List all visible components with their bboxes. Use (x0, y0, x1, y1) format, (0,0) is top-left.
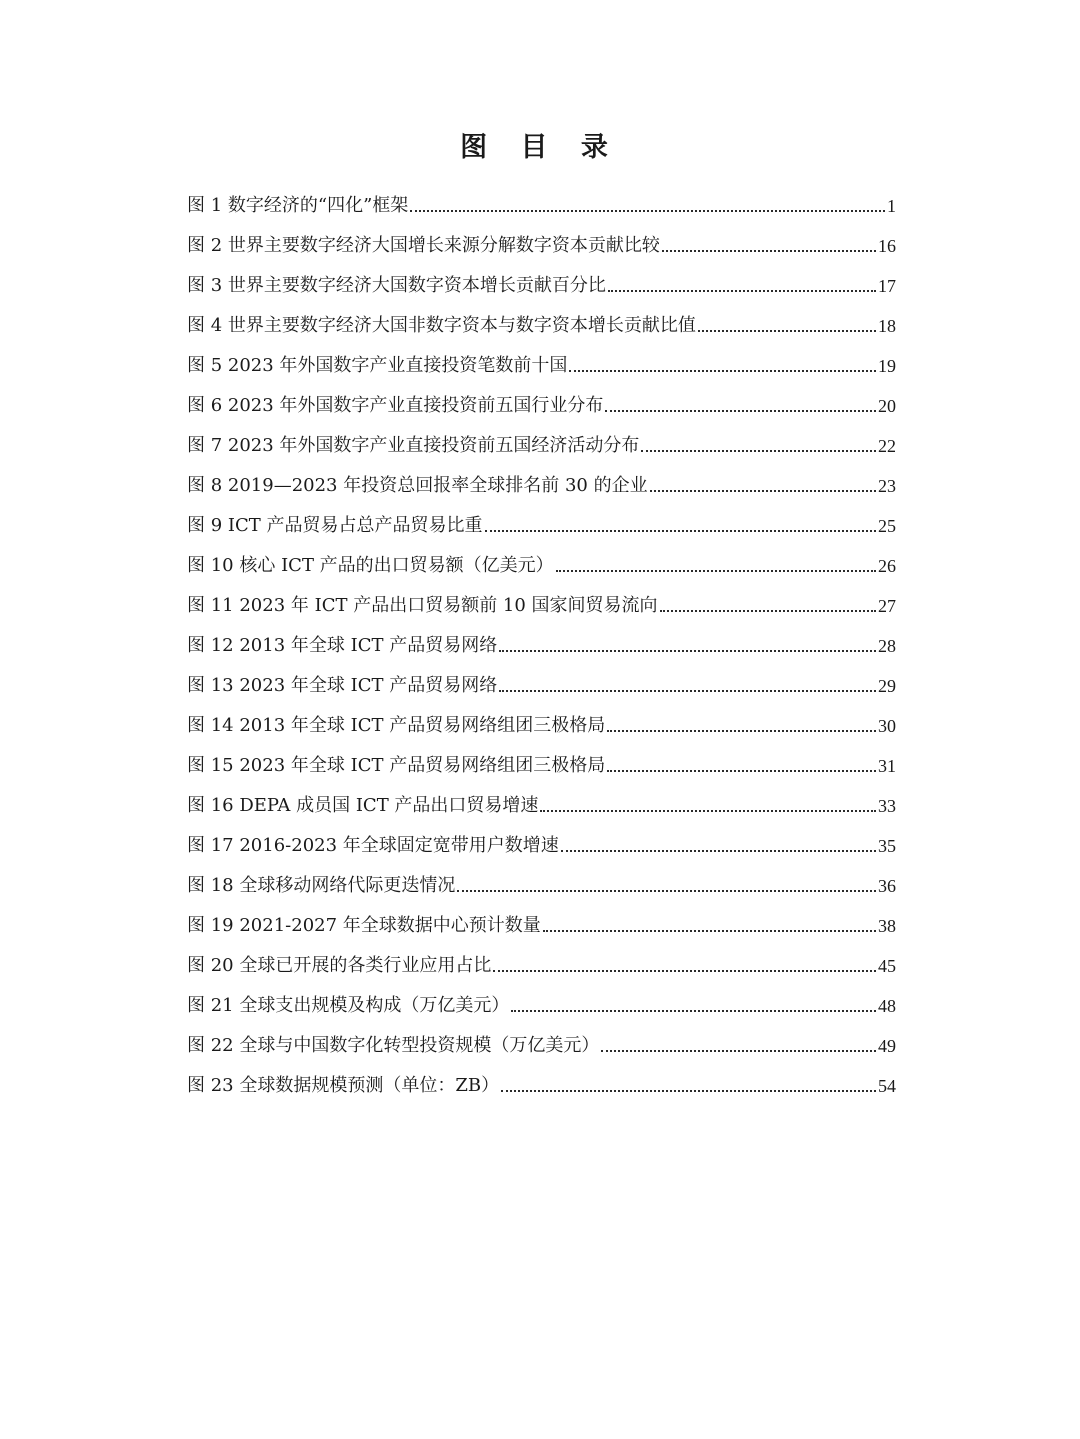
toc-entry[interactable] (187, 738, 896, 778)
entry-page-number: 35 (878, 836, 896, 856)
entry-page-number: 29 (878, 676, 896, 696)
dot-leader (601, 1050, 876, 1052)
dot-leader (556, 570, 876, 572)
entry-label: 图 4 世界主要数字经济大国非数字资本与数字资本增长贡献比值 (187, 315, 696, 336)
toc-entry[interactable] (187, 778, 896, 818)
toc-entry[interactable] (187, 298, 896, 338)
dot-leader (698, 330, 876, 332)
entry-label: 图 1 数字经济的“四化”框架 (187, 195, 409, 216)
toc-entry[interactable] (187, 858, 896, 898)
dot-leader (561, 850, 876, 852)
dot-leader (650, 490, 876, 492)
toc-entry[interactable] (187, 538, 896, 578)
entry-label: 图 19 2021-2027 年全球数据中心预计数量 (187, 915, 541, 936)
toc-entry[interactable] (187, 498, 896, 538)
entry-label: 图 18 全球移动网络代际更迭情况 (187, 875, 456, 896)
dot-leader (457, 890, 876, 892)
toc-entry[interactable] (187, 818, 896, 858)
toc-entry[interactable] (187, 658, 896, 698)
entry-label: 图 5 2023 年外国数字产业直接投资笔数前十国 (187, 355, 568, 376)
entry-label: 图 23 全球数据规模预测（单位：ZB） (187, 1075, 500, 1096)
entry-page-number: 49 (878, 1036, 896, 1056)
entry-label: 图 7 2023 年外国数字产业直接投资前五国经济活动分布 (187, 435, 640, 456)
dot-leader (608, 290, 876, 292)
toc-entry[interactable] (187, 698, 896, 738)
dot-leader (493, 970, 876, 972)
entry-label: 图 12 2013 年全球 ICT 产品贸易网络 (187, 635, 498, 656)
entry-page-number: 17 (878, 276, 896, 296)
toc-entry[interactable] (187, 1058, 896, 1098)
entry-label: 图 3 世界主要数字经济大国数字资本增长贡献百分比 (187, 275, 606, 296)
entry-page-number: 26 (878, 556, 896, 576)
toc-entry[interactable] (187, 458, 896, 498)
entry-label: 图 16 DEPA 成员国 ICT 产品出口贸易增速 (187, 795, 539, 816)
entry-label: 图 17 2016-2023 年全球固定宽带用户数增速 (187, 835, 559, 856)
dot-leader (540, 810, 876, 812)
toc-entry[interactable] (187, 978, 896, 1018)
toc-entry[interactable] (187, 898, 896, 938)
entry-label: 图 10 核心 ICT 产品的出口贸易额（亿美元） (187, 555, 554, 576)
entry-page-number: 36 (878, 876, 896, 896)
dot-leader (569, 370, 876, 372)
dot-leader (485, 530, 876, 532)
entry-label: 图 14 2013 年全球 ICT 产品贸易网络组团三极格局 (187, 715, 606, 736)
toc-entry[interactable] (187, 378, 896, 418)
entry-page-number: 20 (878, 396, 896, 416)
toc-entry[interactable] (187, 418, 896, 458)
dot-leader (660, 610, 876, 612)
entry-label: 图 13 2023 年全球 ICT 产品贸易网络 (187, 675, 498, 696)
dot-leader (662, 250, 876, 252)
entry-page-number: 54 (878, 1076, 896, 1096)
toc-entry[interactable] (187, 338, 896, 378)
dot-leader (511, 1010, 876, 1012)
toc-entry[interactable] (187, 218, 896, 258)
dot-leader (605, 410, 876, 412)
entry-page-number: 31 (878, 756, 896, 776)
entry-label: 图 11 2023 年 ICT 产品出口贸易额前 10 国家间贸易流向 (187, 595, 658, 616)
entry-label: 图 6 2023 年外国数字产业直接投资前五国行业分布 (187, 395, 604, 416)
dot-leader (607, 770, 876, 772)
entry-page-number: 19 (878, 356, 896, 376)
entry-page-number: 27 (878, 596, 896, 616)
entry-label: 图 20 全球已开展的各类行业应用占比 (187, 955, 492, 976)
dot-leader (501, 1090, 876, 1092)
entry-label: 图 8 2019—2023 年投资总回报率全球排名前 30 的企业 (187, 475, 648, 496)
entry-page-number: 1 (887, 196, 896, 216)
entry-page-number: 18 (878, 316, 896, 336)
dot-leader (641, 450, 876, 452)
toc-entry[interactable] (187, 578, 896, 618)
entry-label: 图 22 全球与中国数字化转型投资规模（万亿美元） (187, 1035, 600, 1056)
entry-page-number: 45 (878, 956, 896, 976)
entry-page-number: 23 (878, 476, 896, 496)
entry-label: 图 15 2023 年全球 ICT 产品贸易网络组团三极格局 (187, 755, 606, 776)
figure-list (187, 178, 896, 1098)
entry-page-number: 22 (878, 436, 896, 456)
dot-leader (499, 690, 876, 692)
toc-entry[interactable] (187, 178, 896, 218)
entry-page-number: 28 (878, 636, 896, 656)
toc-entry[interactable] (187, 938, 896, 978)
dot-leader (499, 650, 876, 652)
entry-page-number: 38 (878, 916, 896, 936)
toc-entry[interactable] (187, 258, 896, 298)
toc-entry[interactable] (187, 618, 896, 658)
entry-page-number: 16 (878, 236, 896, 256)
entry-page-number: 25 (878, 516, 896, 536)
dot-leader (543, 930, 876, 932)
entry-label: 图 9 ICT 产品贸易占总产品贸易比重 (187, 515, 483, 536)
entry-page-number: 30 (878, 716, 896, 736)
dot-leader (607, 730, 876, 732)
dot-leader (410, 210, 885, 212)
entry-page-number: 48 (878, 996, 896, 1016)
entry-label: 图 2 世界主要数字经济大国增长来源分解数字资本贡献比较 (187, 235, 660, 256)
toc-entry[interactable] (187, 1018, 896, 1058)
page-title: 图 目 录 (460, 132, 620, 163)
entry-page-number: 33 (878, 796, 896, 816)
entry-label: 图 21 全球支出规模及构成（万亿美元） (187, 995, 510, 1016)
